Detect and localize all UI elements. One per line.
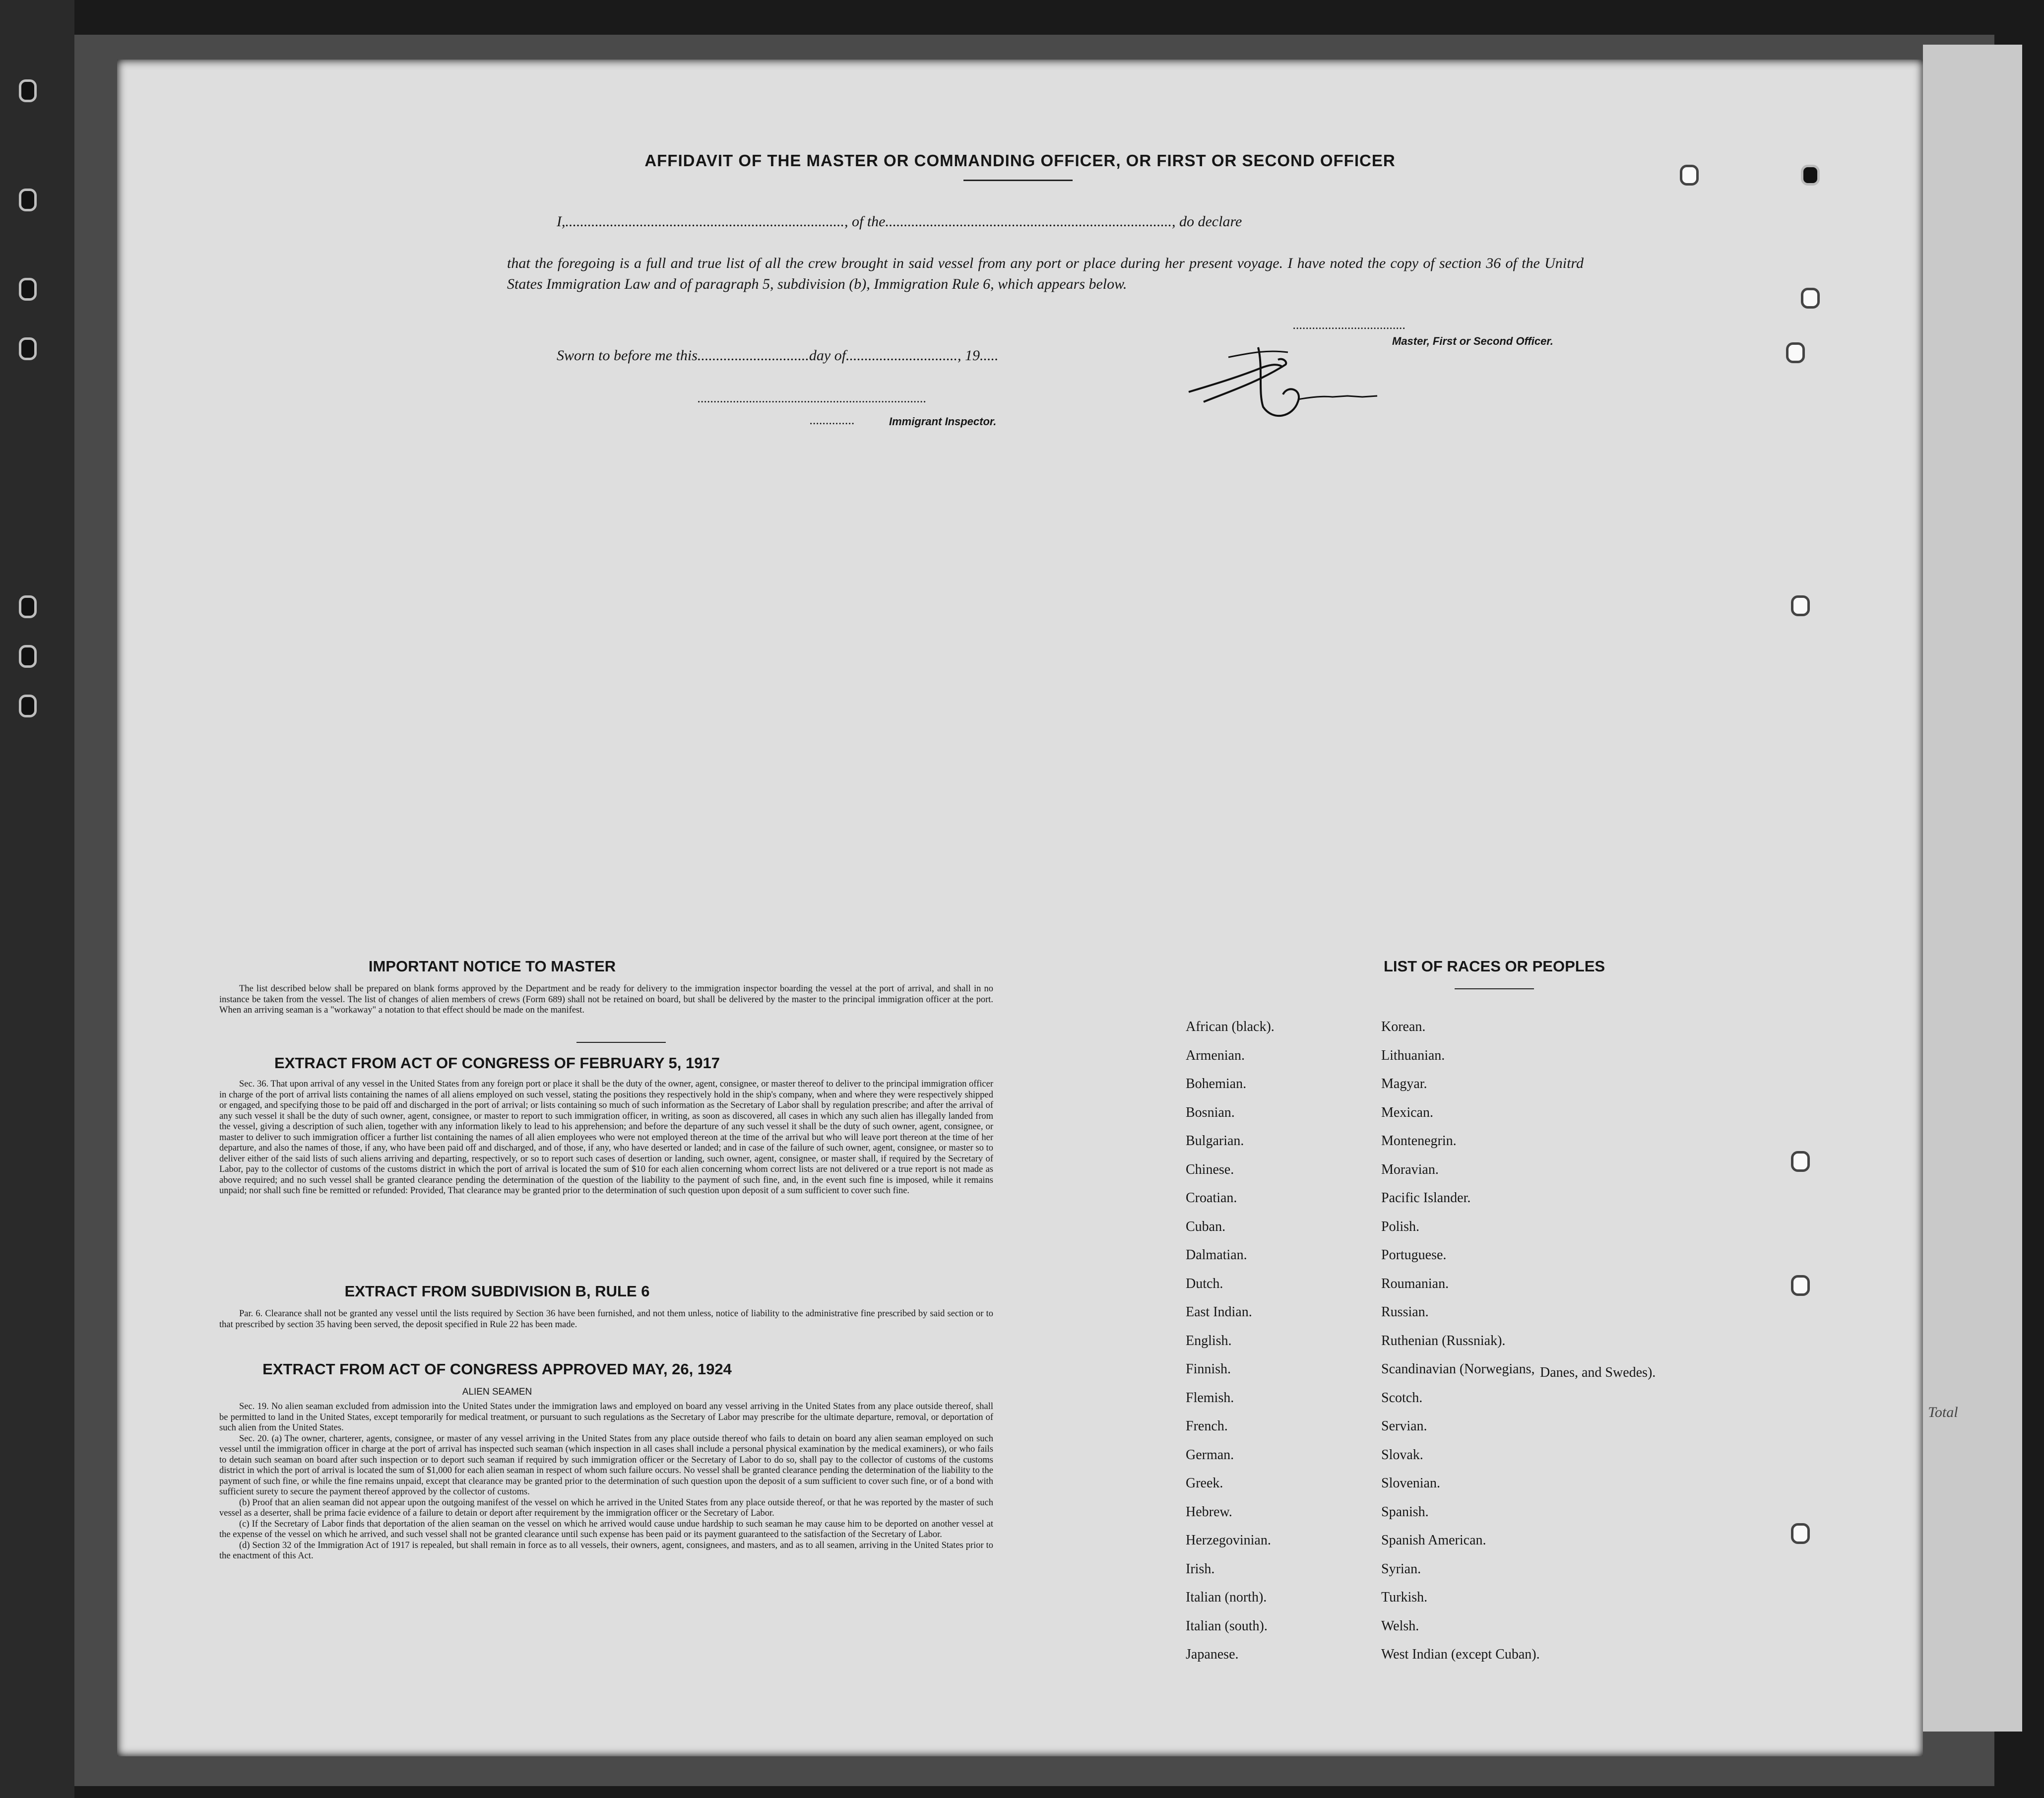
race-item: West Indian (except Cuban). xyxy=(1381,1647,1540,1662)
notice-title: IMPORTANT NOTICE TO MASTER xyxy=(368,958,616,975)
punch-hole xyxy=(1791,1151,1810,1172)
race-item: Hebrew. xyxy=(1186,1504,1232,1520)
extract-1924-text xyxy=(219,1402,993,1562)
race-item: Spanish. xyxy=(1381,1504,1429,1520)
extract-1924-title: EXTRACT FROM ACT OF CONGRESS APPROVED MAY, 26, 1924 xyxy=(262,1360,732,1378)
race-item-continuation: Danes, and Swedes). xyxy=(1540,1365,1656,1380)
race-item: Scotch. xyxy=(1381,1390,1423,1406)
race-item: French. xyxy=(1186,1418,1228,1434)
alien-seamen-heading: ALIEN SEAMEN xyxy=(462,1387,532,1397)
divider xyxy=(963,180,1073,181)
race-item: Korean. xyxy=(1381,1019,1426,1034)
notice-text: The list described below shall be prepared on blank forms approved by the Department and be ready for delivery to the immigration inspector boarding the vessel at the port of arrival, and shall in no instance be taken from the vessel. The list of changes of alien members of crews (Form 689) shall not be retained on board, but shall be delivered by the master to the principal immigration officer at the port. When an arriving seaman is a "workaway" a notation to that effect should be made on the manifest. xyxy=(219,984,993,1015)
manifest-page xyxy=(117,60,1923,1756)
races-title: LIST OF RACES OR PEOPLES xyxy=(1383,958,1605,975)
race-item: Montenegrin. xyxy=(1381,1133,1457,1149)
race-item: Lithuanian. xyxy=(1381,1047,1445,1063)
race-item: Croatian. xyxy=(1186,1190,1237,1206)
inspector-signature-line: ....................................................................... xyxy=(698,391,927,405)
race-item: Greek. xyxy=(1186,1476,1223,1491)
race-item: Pacific Islander. xyxy=(1381,1190,1471,1206)
race-item: German. xyxy=(1186,1447,1234,1463)
binder-hole xyxy=(19,595,37,618)
race-item: Welsh. xyxy=(1381,1618,1419,1634)
section-20c: (c) If the Secretary of Labor finds that deportation of the alien seaman on the vessel on which he arrived would cause undue hardship to such seaman he may cause him to be deported on another vessel at the expense of the vessel on which he arrived, and such vessel shall not be granted clearance until such expense has been paid or its payment guaranteed to the satisfaction of the Secretary of Labor. xyxy=(219,1519,993,1540)
race-item: Mexican. xyxy=(1381,1104,1433,1120)
race-item: Polish. xyxy=(1381,1219,1420,1234)
binder-hole xyxy=(19,189,37,211)
race-item: Italian (south). xyxy=(1186,1618,1268,1634)
race-item: Servian. xyxy=(1381,1418,1427,1434)
race-item: Dalmatian. xyxy=(1186,1247,1247,1263)
divider xyxy=(576,1042,666,1043)
sworn-line: Sworn to before me this..............................day of.............................., 19..... xyxy=(557,347,999,364)
section-19: Sec. 19. No alien seaman excluded from admission into the United States under the immigration laws and employed on board any vessel arriving in the United States from any place outside thereof, shall be permitted to land in the United States, except temporarily for medical treatment, or pursuant to such regulations as the Secretary of Labor may prescribe for the ultimate departure, removal, or deportation of such alien from the United States. xyxy=(219,1402,993,1433)
master-signature-line: ................................... xyxy=(1293,318,1406,332)
race-item: English. xyxy=(1186,1333,1232,1348)
inspector-label: Immigrant Inspector. xyxy=(889,415,997,428)
race-item: Cuban. xyxy=(1186,1219,1226,1234)
race-item: Italian (north). xyxy=(1186,1590,1267,1605)
punch-hole xyxy=(1791,1275,1810,1296)
race-item: Bulgarian. xyxy=(1186,1133,1244,1149)
race-item: African (black). xyxy=(1186,1019,1275,1034)
master-signature xyxy=(1184,337,1442,422)
punch-hole xyxy=(1801,288,1820,309)
race-item: Turkish. xyxy=(1381,1590,1428,1605)
binder-hole xyxy=(19,645,37,668)
divider xyxy=(1455,988,1534,989)
underlying-sheet xyxy=(1923,45,2022,1732)
punch-hole xyxy=(1791,1523,1810,1544)
binder-hole xyxy=(19,79,37,102)
race-item: Chinese. xyxy=(1186,1161,1234,1177)
race-item: Ruthenian (Russniak). xyxy=(1381,1333,1506,1348)
affidavit-title: AFFIDAVIT OF THE MASTER OR COMMANDING OFFICER, OR FIRST OR SECOND OFFICER xyxy=(644,151,1396,170)
race-item: Russian. xyxy=(1381,1304,1429,1320)
race-item: Japanese. xyxy=(1186,1647,1239,1662)
race-item: Slovenian. xyxy=(1381,1476,1440,1491)
punch-hole xyxy=(1791,595,1810,616)
affidavit-paragraph: that the foregoing is a full and true list of all the crew brought in said vessel from any port or place during her present voyage. I have noted the copy of section 36 of the Unitrd States Immigration Law and of paragraph 5, subdivision (b), Immigration Rule 6, which appears below. xyxy=(507,255,1584,292)
race-item: Armenian. xyxy=(1186,1047,1245,1063)
inspector-dots: .............. xyxy=(810,413,855,427)
race-item: Slovak. xyxy=(1381,1447,1423,1463)
race-item: Bohemian. xyxy=(1186,1076,1247,1092)
margin-note: Total xyxy=(1928,1404,1958,1420)
binder-hole xyxy=(19,337,37,360)
race-item: East Indian. xyxy=(1186,1304,1252,1320)
race-item: Dutch. xyxy=(1186,1276,1223,1291)
section-20d: (d) Section 32 of the Immigration Act of 1917 is repealed, but shall remain in force as to all vessels, their owners, agent, consignees, and masters, and as to all seamen, arriving in the United States prior to the enactment of this Act. xyxy=(219,1540,993,1561)
race-item: Scandinavian (Norwegians, xyxy=(1381,1361,1535,1377)
race-item: Bosnian. xyxy=(1186,1104,1235,1120)
race-item: Syrian. xyxy=(1381,1561,1421,1577)
race-item: Finnish. xyxy=(1186,1361,1231,1377)
race-item: Spanish American. xyxy=(1381,1533,1486,1548)
race-item: Moravian. xyxy=(1381,1161,1439,1177)
master-signature-label: Master, First or Second Officer. xyxy=(1392,335,1553,347)
affidavit-declaration-line: I,..........................................................................., of the............................................................................., do declare xyxy=(557,213,1242,230)
binder-hole xyxy=(19,278,37,301)
extract-rule6-title: EXTRACT FROM SUBDIVISION B, RULE 6 xyxy=(344,1283,650,1300)
race-item: Magyar. xyxy=(1381,1076,1427,1092)
race-item: Flemish. xyxy=(1186,1390,1234,1406)
scan-left-edge xyxy=(0,0,74,1798)
section-20b: (b) Proof that an alien seaman did not appear upon the outgoing manifest of the vessel on which he arrived in the United States from any place outside thereof, or that he was reported by the master of such vessel as a deserter, shall be prima facie evidence of a failure to detain or deport after requirement by the immigration officer or the Secretary of Labor. xyxy=(219,1497,993,1518)
race-item: Herzegovinian. xyxy=(1186,1533,1271,1548)
extract-rule6-text: Par. 6. Clearance shall not be granted any vessel until the lists required by Section 36 have been furnished, and not them unless, notice of liability to the administrative fine prescribed by said section or to that prescribed by section 35 having been served, the deposit specified in Rule 22 has been made. xyxy=(219,1309,993,1330)
binder-hole xyxy=(19,695,37,717)
extract-1917-title: EXTRACT FROM ACT OF CONGRESS OF FEBRUARY 5, 1917 xyxy=(274,1054,720,1072)
race-item: Irish. xyxy=(1186,1561,1215,1577)
race-item: Roumanian. xyxy=(1381,1276,1449,1291)
punch-hole xyxy=(1786,342,1805,363)
race-item: Portuguese. xyxy=(1381,1247,1447,1263)
extract-1917-text: Sec. 36. That upon arrival of any vessel in the United States from any foreign port or place it shall be the duty of the owner, agent, consignee, or master thereof to deliver to the principal immigration officer in charge of the port of arrival lists containing the names of all aliens employed on such vessel, stating the positions they respectively hold in the ship's company, when and where they were respectively shipped or engaged, and specifying those to be paid off and discharged in the port of arrival; or lists containing so much of such information as the Secretary of Labor shall by regulation prescribe; and after the arrival of any such vessel it shall be the duty of such owner, agent, consignee, or master to report to such immigration officer, in writing, as soon as discovered, all cases in which any such alien has illegally landed from the vessel, giving a description of such alien, together with any information likely to lead to his apprehension; and before the departure of any such vessel it shall be the duty of such owner, agent, consignee, or master to deliver to such immigration officer a further list containing the names of all alien employees who were not employed thereon at the time of the arrival but who will leave port thereon at the time of her departure, and also the names of those, if any, who have been paid off and discharged, and of those, if any, who have deserted or landed; and in case of the failure of such owner, agent, consignee, or master so to deliver either of the said lists of such aliens arriving and departing, respectively, or so to report such cases of desertion or landing, such owner, agent, consignee, or master shall, if required by the Secretary of Labor, pay to the collector of customs of the customs district in which the port of arrival is located the sum of $10 for each alien concerning whom correct lists are not delivered or a true report is not made as above required; and no such vessel shall be granted clearance pending the determination of the question of the liability to the payment of such fine, and, in the event such fine is imposed, while it remains unpaid; nor shall such fine be remitted or refunded: Provided, That clearance may be granted prior to the determination of such question upon deposit of a sum sufficient to cover such fine. xyxy=(219,1079,993,1196)
section-20a: Sec. 20. (a) The owner, charterer, agents, consignee, or master of any vessel arriving in the United States from any place outside thereof who fails to detain on board any alien seaman employed on such vessel until the immigration officer in charge at the port of arrival has inspected such seaman (which inspection in all cases shall include a personal physical examination by the medical examiners), or who fails to detain such seaman on board after such inspection or to deport such seaman if required by such immigration officer or the Secretary of Labor to do so, shall pay to the collector of customs of the customs district in which the port of arrival is located the sum of $1,000 for each alien seaman in respect of whom such failure occurs. No vessel shall be granted clearance pending the determination of the liability to the payment of such fine, or while the fine remains unpaid, except that clearance may be granted prior to the determination of such question upon the deposit of a sum sufficient to cover such fine, or of a bond with sufficient surety to secure the payment thereof approved by the collector of customs. xyxy=(219,1433,993,1497)
